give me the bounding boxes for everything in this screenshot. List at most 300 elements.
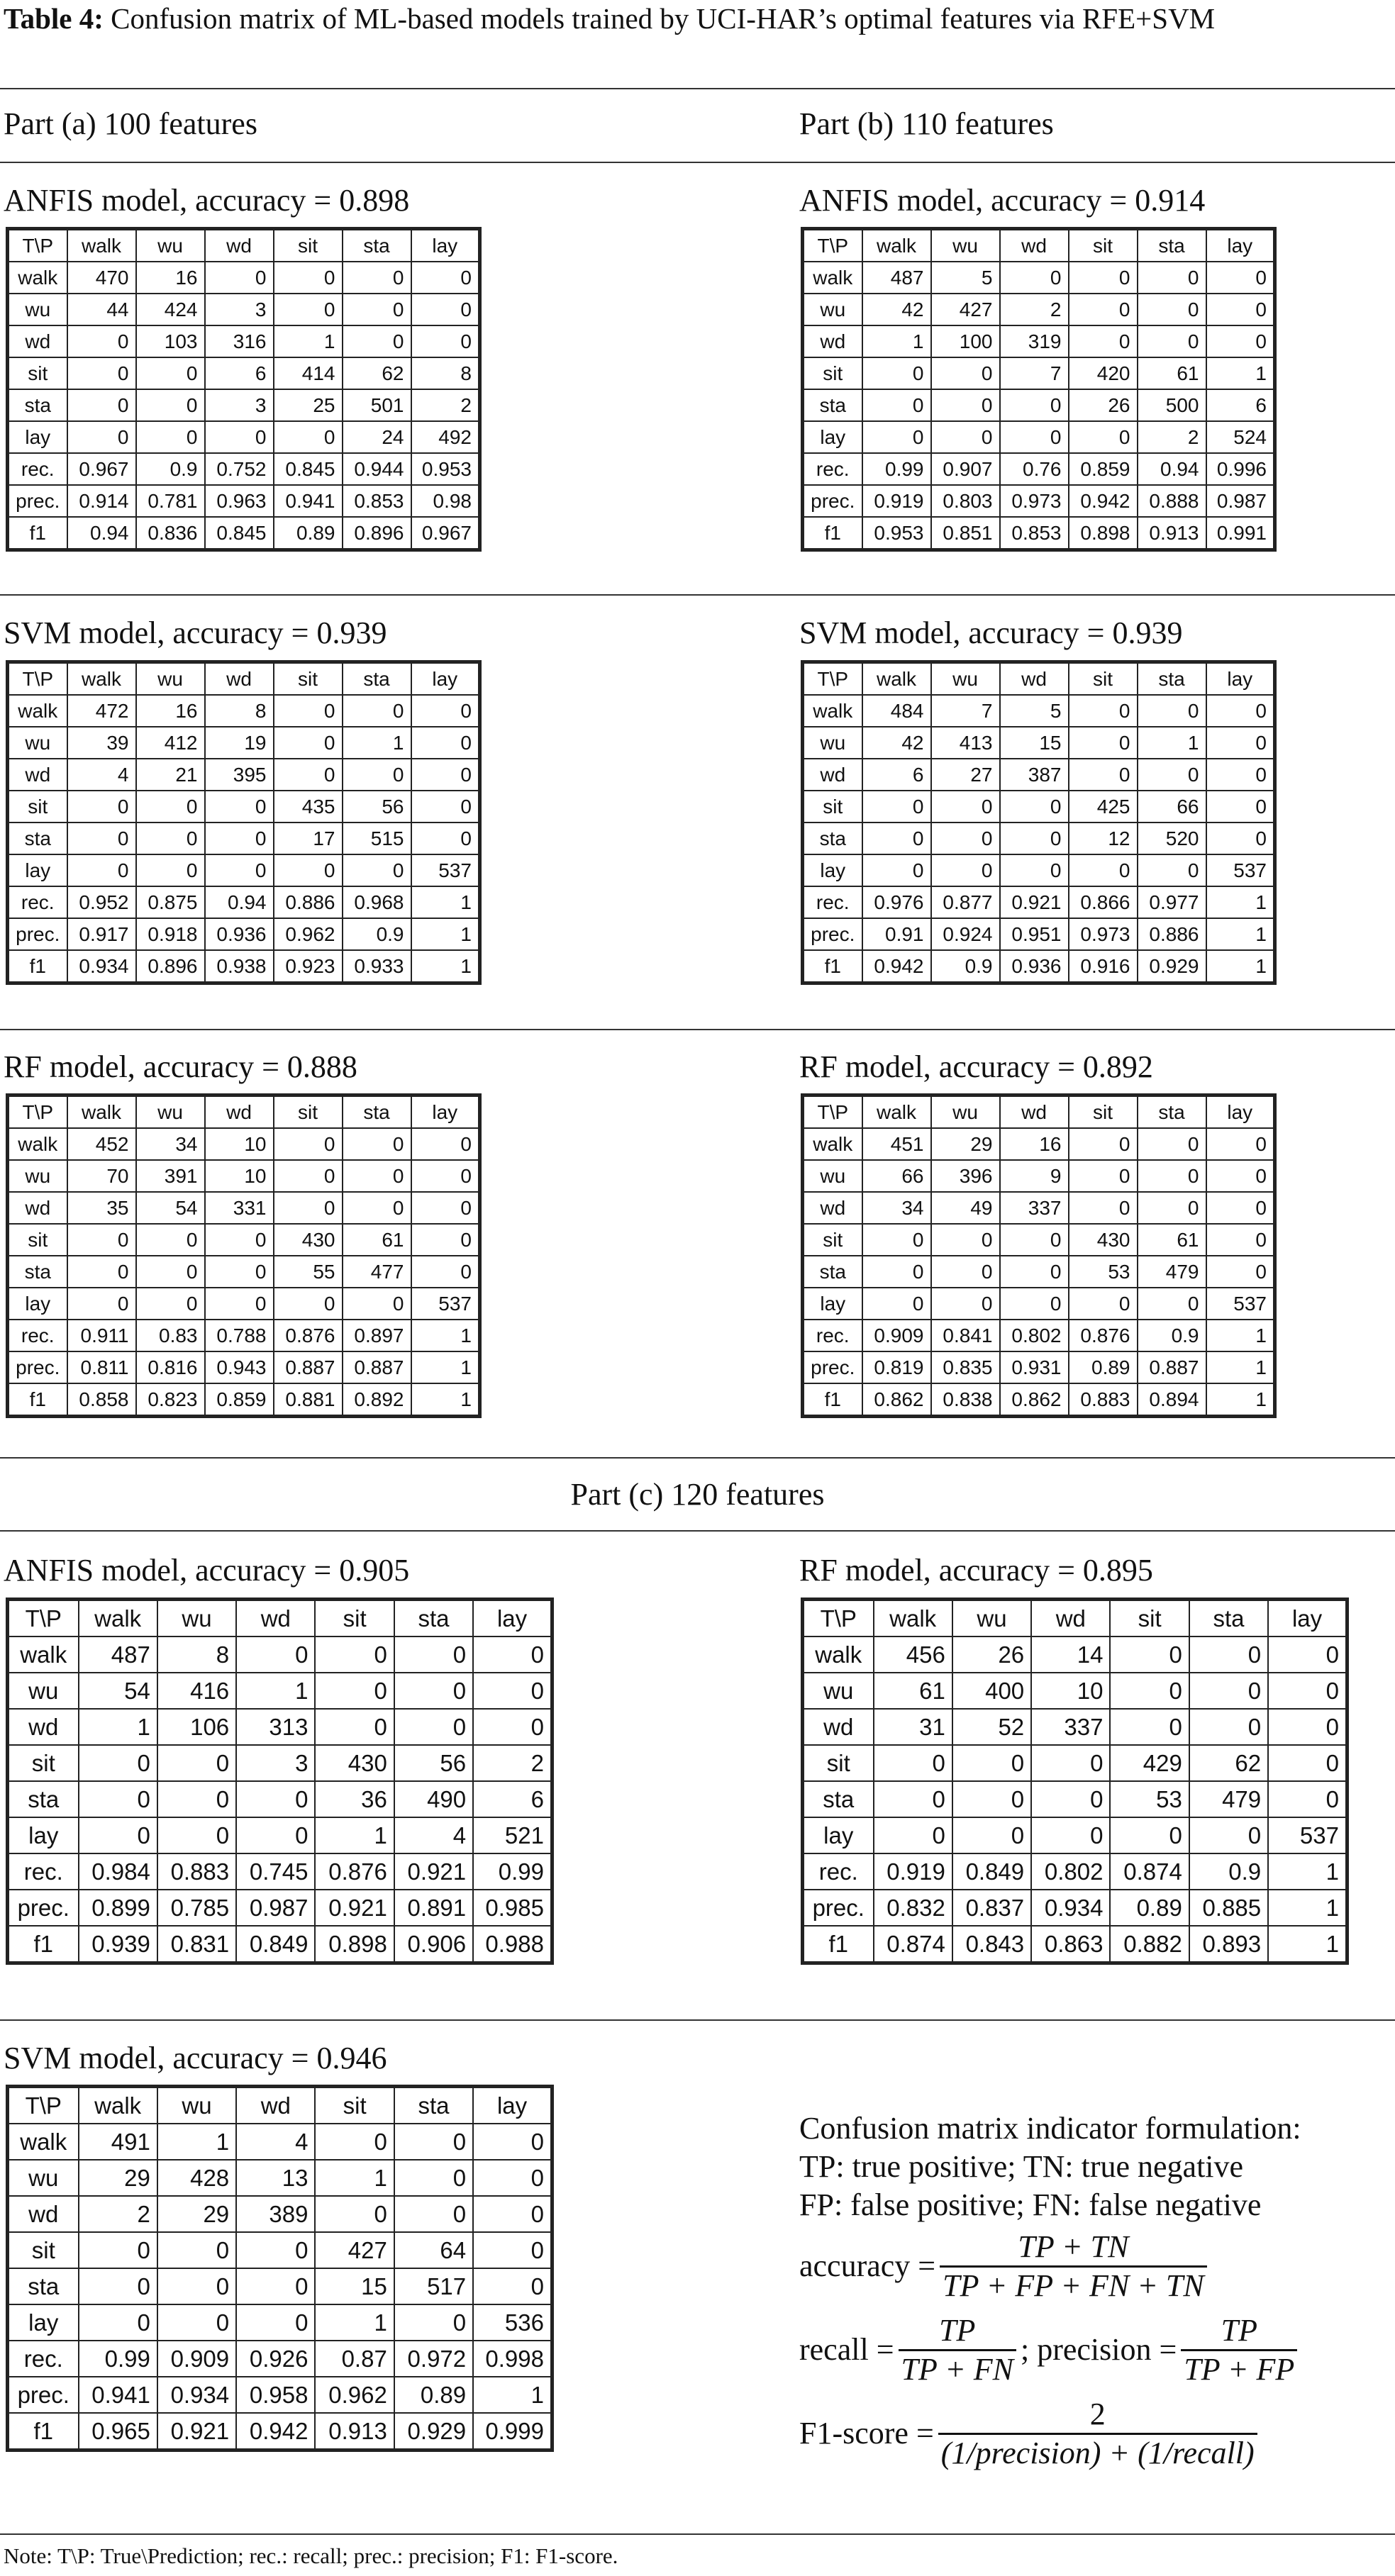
matrix-cell: 4 bbox=[236, 2124, 315, 2160]
matrix-cell: 484 bbox=[862, 695, 931, 727]
matrix-cell: 0 bbox=[473, 1709, 552, 1745]
column-header-cell: wd bbox=[1000, 1095, 1069, 1129]
matrix-cell: 0 bbox=[411, 1192, 480, 1224]
matrix-row bbox=[8, 1160, 480, 1192]
accuracy-equation bbox=[799, 2224, 1388, 2308]
matrix-cell: 0.836 bbox=[136, 517, 205, 550]
matrix-cell: 1 bbox=[315, 2304, 394, 2341]
matrix-cell: 0.984 bbox=[79, 1853, 157, 1890]
matrix-cell: 0 bbox=[931, 854, 1000, 886]
column-header-cell: wu bbox=[157, 2087, 236, 2124]
matrix-row bbox=[803, 950, 1275, 983]
matrix-row bbox=[8, 759, 480, 791]
column-header-cell: sit bbox=[1069, 662, 1138, 696]
matrix-cell: 61 bbox=[1138, 1224, 1206, 1256]
matrix-cell: 0 bbox=[343, 1288, 411, 1320]
matrix-cell: 0.845 bbox=[274, 453, 343, 485]
precision-denominator: TP + FP bbox=[1181, 2349, 1297, 2388]
matrix-row bbox=[803, 823, 1275, 854]
column-header-cell: wd bbox=[1000, 229, 1069, 262]
matrix-row bbox=[8, 1817, 552, 1853]
matrix-cell: 0.831 bbox=[157, 1926, 236, 1963]
matrix-cell: 427 bbox=[315, 2232, 394, 2268]
matrix-cell: 6 bbox=[473, 1781, 552, 1817]
matrix-cell: 1 bbox=[236, 1673, 315, 1709]
column-header-cell: sta bbox=[343, 1095, 411, 1129]
matrix-cell: 0 bbox=[473, 2196, 552, 2232]
column-header-cell: lay bbox=[1206, 229, 1275, 262]
matrix-cell: 0.972 bbox=[394, 2341, 473, 2377]
column-header-cell: sit bbox=[274, 1095, 343, 1129]
matrix-cell: 0.838 bbox=[931, 1383, 1000, 1417]
row-label-cell: sit bbox=[8, 791, 67, 823]
matrix-cell: 0.899 bbox=[79, 1890, 157, 1926]
matrix-cell: 0 bbox=[1268, 1709, 1347, 1745]
a-rf-matrix bbox=[6, 1093, 482, 1418]
matrix-cell: 0.894 bbox=[1138, 1383, 1206, 1417]
matrix-cell: 0.936 bbox=[1000, 950, 1069, 983]
matrix-cell: 0 bbox=[67, 1288, 136, 1320]
b-rf-title: RF model, accuracy = 0.892 bbox=[799, 1049, 1153, 1084]
matrix-cell: 10 bbox=[1031, 1673, 1110, 1709]
matrix-cell: 0.843 bbox=[952, 1926, 1031, 1963]
matrix-cell: 0.781 bbox=[136, 485, 205, 517]
matrix-cell: 0.906 bbox=[394, 1926, 473, 1963]
corner-header-cell: T\P bbox=[803, 662, 862, 696]
precision-numerator: TP bbox=[1221, 2312, 1257, 2348]
matrix-cell: 0.918 bbox=[136, 918, 205, 950]
matrix-cell: 0.858 bbox=[67, 1383, 136, 1417]
matrix-cell: 0 bbox=[136, 854, 205, 886]
matrix-row bbox=[803, 1351, 1275, 1383]
table-note: Note: T\P: True\Prediction; rec.: recall; prec.: precision; F1: F1-score. bbox=[4, 2543, 618, 2568]
matrix-cell: 0 bbox=[1000, 389, 1069, 421]
matrix-row bbox=[803, 918, 1275, 950]
matrix-row bbox=[8, 886, 480, 918]
matrix-cell: 0.837 bbox=[952, 1890, 1031, 1926]
matrix-cell: 0 bbox=[411, 1128, 480, 1160]
column-header-cell: sta bbox=[343, 229, 411, 262]
matrix-cell: 0 bbox=[394, 1709, 473, 1745]
matrix-cell: 0 bbox=[67, 325, 136, 357]
matrix-row bbox=[803, 1224, 1275, 1256]
matrix-row bbox=[803, 389, 1275, 421]
matrix-cell: 1 bbox=[1268, 1890, 1347, 1926]
matrix-cell: 537 bbox=[411, 1288, 480, 1320]
matrix-cell: 54 bbox=[79, 1673, 157, 1709]
matrix-cell: 0 bbox=[411, 1160, 480, 1192]
matrix-cell: 0.876 bbox=[1069, 1320, 1138, 1351]
matrix-cell: 1 bbox=[79, 1709, 157, 1745]
matrix-cell: 0.803 bbox=[931, 485, 1000, 517]
matrix-cell: 0.919 bbox=[874, 1853, 952, 1890]
matrix-cell: 0 bbox=[157, 1817, 236, 1853]
row-label-cell: wd bbox=[8, 759, 67, 791]
matrix-cell: 0 bbox=[67, 1256, 136, 1288]
b-rf-matrix bbox=[801, 1093, 1277, 1418]
matrix-row bbox=[803, 262, 1275, 294]
matrix-cell: 0.939 bbox=[79, 1926, 157, 1963]
row-label-cell: wu bbox=[803, 727, 862, 759]
matrix-cell: 0 bbox=[1206, 695, 1275, 727]
matrix-cell: 0 bbox=[315, 1637, 394, 1673]
matrix-cell: 29 bbox=[931, 1128, 1000, 1160]
matrix-row bbox=[8, 823, 480, 854]
matrix-row bbox=[803, 1853, 1347, 1890]
matrix-cell: 15 bbox=[1000, 727, 1069, 759]
matrix-cell: 0 bbox=[274, 1192, 343, 1224]
c-rf-matrix bbox=[801, 1598, 1349, 1965]
row-label-cell: prec. bbox=[8, 2377, 79, 2413]
matrix-cell: 0.883 bbox=[1069, 1383, 1138, 1417]
matrix-cell: 0 bbox=[79, 2268, 157, 2304]
matrix-cell: 4 bbox=[67, 759, 136, 791]
rule-part-ab bbox=[0, 162, 1395, 163]
matrix-cell: 0 bbox=[205, 262, 274, 294]
matrix-cell: 27 bbox=[931, 759, 1000, 791]
matrix-row bbox=[803, 485, 1275, 517]
matrix-cell: 0 bbox=[343, 695, 411, 727]
f1-fraction bbox=[938, 2396, 1257, 2472]
matrix-cell: 0.942 bbox=[236, 2413, 315, 2450]
matrix-cell: 0.898 bbox=[1069, 517, 1138, 550]
column-header-cell: sta bbox=[1138, 229, 1206, 262]
matrix-cell: 0 bbox=[411, 823, 480, 854]
matrix-cell: 19 bbox=[205, 727, 274, 759]
matrix-cell: 1 bbox=[411, 886, 480, 918]
matrix-cell: 0 bbox=[67, 823, 136, 854]
column-header-cell: lay bbox=[473, 1600, 552, 1637]
column-header-cell: lay bbox=[1268, 1600, 1347, 1637]
matrix-cell: 0 bbox=[1138, 262, 1206, 294]
formulation-tp-tn: TP: true positive; TN: true negative bbox=[799, 2149, 1244, 2184]
column-header-cell: sta bbox=[394, 1600, 473, 1637]
formulation-fp-fn: FP: false positive; FN: false negative bbox=[799, 2187, 1262, 2222]
matrix-cell: 0.996 bbox=[1206, 453, 1275, 485]
matrix-cell: 66 bbox=[862, 1160, 931, 1192]
matrix-cell: 0 bbox=[79, 1745, 157, 1781]
matrix-cell: 0.851 bbox=[931, 517, 1000, 550]
matrix-cell: 537 bbox=[1206, 1288, 1275, 1320]
matrix-cell: 0.962 bbox=[315, 2377, 394, 2413]
column-header-cell: sta bbox=[394, 2087, 473, 2124]
matrix-cell: 0.963 bbox=[205, 485, 274, 517]
matrix-cell: 16 bbox=[136, 262, 205, 294]
matrix-cell: 0 bbox=[1268, 1745, 1347, 1781]
matrix-cell: 490 bbox=[394, 1781, 473, 1817]
rule-row3 bbox=[0, 1457, 1395, 1459]
matrix-cell: 414 bbox=[274, 357, 343, 389]
matrix-cell: 0.887 bbox=[1138, 1351, 1206, 1383]
matrix-cell: 0.967 bbox=[67, 453, 136, 485]
matrix-cell: 66 bbox=[1138, 791, 1206, 823]
matrix-cell: 1 bbox=[1268, 1926, 1347, 1963]
matrix-cell: 0.853 bbox=[1000, 517, 1069, 550]
matrix-cell: 0.819 bbox=[862, 1351, 931, 1383]
matrix-cell: 0.885 bbox=[1189, 1890, 1268, 1926]
matrix-cell: 0.849 bbox=[952, 1853, 1031, 1890]
matrix-cell: 424 bbox=[136, 294, 205, 325]
column-header-cell: wd bbox=[236, 2087, 315, 2124]
matrix-row bbox=[803, 695, 1275, 727]
matrix-cell: 0.929 bbox=[394, 2413, 473, 2450]
matrix-cell: 0 bbox=[205, 791, 274, 823]
matrix-cell: 515 bbox=[343, 823, 411, 854]
row-label-cell: sta bbox=[8, 1781, 79, 1817]
matrix-cell: 0.849 bbox=[236, 1926, 315, 1963]
matrix-cell: 0 bbox=[931, 389, 1000, 421]
column-header-cell: sta bbox=[1189, 1600, 1268, 1637]
matrix-cell: 0.788 bbox=[205, 1320, 274, 1351]
matrix-cell: 416 bbox=[157, 1673, 236, 1709]
matrix-cell: 6 bbox=[205, 357, 274, 389]
matrix-cell: 331 bbox=[205, 1192, 274, 1224]
matrix-row bbox=[803, 1320, 1275, 1351]
matrix-row bbox=[803, 1890, 1347, 1926]
matrix-cell: 0 bbox=[931, 1256, 1000, 1288]
matrix-cell: 0 bbox=[862, 823, 931, 854]
matrix-cell: 0 bbox=[79, 1817, 157, 1853]
matrix-cell: 0.896 bbox=[343, 517, 411, 550]
matrix-row bbox=[803, 759, 1275, 791]
matrix-cell: 1 bbox=[1138, 727, 1206, 759]
matrix-cell: 0.877 bbox=[931, 886, 1000, 918]
c-anfis-matrix bbox=[6, 1598, 554, 1965]
matrix-cell: 0.911 bbox=[67, 1320, 136, 1351]
matrix-cell: 0.9 bbox=[1138, 1320, 1206, 1351]
row-label-cell: sit bbox=[803, 1745, 874, 1781]
matrix-cell: 0.934 bbox=[157, 2377, 236, 2413]
matrix-cell: 0.874 bbox=[874, 1926, 952, 1963]
matrix-cell: 25 bbox=[274, 389, 343, 421]
corner-header-cell: T\P bbox=[803, 1600, 874, 1637]
rule-bottom bbox=[0, 2533, 1395, 2535]
matrix-cell: 0.973 bbox=[1069, 918, 1138, 950]
matrix-cell: 6 bbox=[1206, 389, 1275, 421]
matrix-cell: 0.874 bbox=[1110, 1853, 1189, 1890]
row-label-cell: walk bbox=[803, 262, 862, 294]
matrix-cell: 0 bbox=[1206, 1256, 1275, 1288]
matrix-cell: 0.921 bbox=[1000, 886, 1069, 918]
matrix-cell: 0 bbox=[79, 2304, 157, 2341]
row-label-cell: f1 bbox=[8, 950, 67, 983]
matrix-cell: 0 bbox=[1138, 1288, 1206, 1320]
matrix-cell: 0 bbox=[1138, 759, 1206, 791]
matrix-cell: 44 bbox=[67, 294, 136, 325]
matrix-cell: 0 bbox=[1206, 1192, 1275, 1224]
matrix-cell: 0 bbox=[274, 1160, 343, 1192]
matrix-cell: 0 bbox=[862, 854, 931, 886]
matrix-cell: 0.913 bbox=[315, 2413, 394, 2450]
matrix-cell: 1 bbox=[862, 325, 931, 357]
matrix-cell: 54 bbox=[136, 1192, 205, 1224]
matrix-row bbox=[8, 695, 480, 727]
matrix-cell: 0 bbox=[411, 294, 480, 325]
rule-row2 bbox=[0, 1029, 1395, 1030]
corner-header-cell: T\P bbox=[8, 1600, 79, 1637]
matrix-cell: 8 bbox=[157, 1637, 236, 1673]
matrix-cell: 0.863 bbox=[1031, 1926, 1110, 1963]
matrix-cell: 0 bbox=[1206, 325, 1275, 357]
matrix-cell: 0 bbox=[1069, 262, 1138, 294]
row-label-cell: prec. bbox=[8, 918, 67, 950]
row-label-cell: lay bbox=[8, 1288, 67, 1320]
matrix-cell: 0 bbox=[1110, 1673, 1189, 1709]
matrix-row bbox=[8, 1256, 480, 1288]
matrix-cell: 0 bbox=[274, 695, 343, 727]
matrix-cell: 0.909 bbox=[157, 2341, 236, 2377]
column-header-cell: wu bbox=[157, 1600, 236, 1637]
matrix-row bbox=[8, 485, 480, 517]
row-label-cell: wu bbox=[8, 1673, 79, 1709]
matrix-cell: 0 bbox=[157, 1781, 236, 1817]
matrix-cell: 0 bbox=[1069, 325, 1138, 357]
matrix-cell: 413 bbox=[931, 727, 1000, 759]
row-label-cell: wu bbox=[8, 727, 67, 759]
matrix-cell: 0.745 bbox=[236, 1853, 315, 1890]
matrix-cell: 0.832 bbox=[874, 1890, 952, 1926]
matrix-cell: 389 bbox=[236, 2196, 315, 2232]
matrix-cell: 0.802 bbox=[1031, 1853, 1110, 1890]
corner-header-cell: T\P bbox=[803, 1095, 862, 1129]
recall-fraction bbox=[899, 2312, 1016, 2388]
row-label-cell: rec. bbox=[8, 2341, 79, 2377]
matrix-cell: 0 bbox=[1069, 854, 1138, 886]
matrix-cell: 0.802 bbox=[1000, 1320, 1069, 1351]
matrix-cell: 0 bbox=[1138, 1160, 1206, 1192]
matrix-cell: 53 bbox=[1110, 1781, 1189, 1817]
matrix-cell: 1 bbox=[1206, 950, 1275, 983]
matrix-cell: 0 bbox=[1138, 1192, 1206, 1224]
row-label-cell: f1 bbox=[803, 1926, 874, 1963]
column-header-cell: wu bbox=[931, 1095, 1000, 1129]
matrix-row bbox=[8, 2377, 552, 2413]
matrix-cell: 0.987 bbox=[1206, 485, 1275, 517]
matrix-cell: 0 bbox=[67, 791, 136, 823]
matrix-cell: 0.929 bbox=[1138, 950, 1206, 983]
matrix-cell: 0.942 bbox=[862, 950, 931, 983]
matrix-cell: 3 bbox=[205, 389, 274, 421]
column-header-cell: lay bbox=[411, 1095, 480, 1129]
row-label-cell: sit bbox=[803, 791, 862, 823]
matrix-header-row bbox=[8, 2087, 552, 2124]
matrix-cell: 1 bbox=[1206, 886, 1275, 918]
matrix-cell: 0 bbox=[274, 854, 343, 886]
matrix-cell: 0.9 bbox=[1189, 1853, 1268, 1890]
matrix-cell: 61 bbox=[874, 1673, 952, 1709]
matrix-cell: 0 bbox=[1110, 1709, 1189, 1745]
matrix-cell: 29 bbox=[79, 2160, 157, 2196]
matrix-cell: 24 bbox=[343, 421, 411, 453]
matrix-cell: 0 bbox=[236, 1637, 315, 1673]
row-label-cell: prec. bbox=[803, 1351, 862, 1383]
caption-label: Table 4: bbox=[4, 2, 104, 35]
matrix-row bbox=[803, 325, 1275, 357]
matrix-cell: 0 bbox=[1138, 325, 1206, 357]
matrix-cell: 8 bbox=[411, 357, 480, 389]
matrix-cell: 0 bbox=[343, 262, 411, 294]
matrix-cell: 0 bbox=[1031, 1745, 1110, 1781]
matrix-row bbox=[8, 2268, 552, 2304]
matrix-cell: 0.934 bbox=[67, 950, 136, 983]
matrix-cell: 26 bbox=[1069, 389, 1138, 421]
matrix-cell: 1 bbox=[1206, 1320, 1275, 1351]
matrix-cell: 0 bbox=[1206, 727, 1275, 759]
row-label-cell: f1 bbox=[8, 2413, 79, 2450]
row-label-cell: rec. bbox=[8, 1320, 67, 1351]
column-header-cell: walk bbox=[67, 1095, 136, 1129]
matrix-cell: 0 bbox=[1138, 695, 1206, 727]
matrix-cell: 0 bbox=[1000, 1256, 1069, 1288]
column-header-cell: walk bbox=[862, 229, 931, 262]
matrix-cell: 39 bbox=[67, 727, 136, 759]
row-label-cell: sta bbox=[8, 389, 67, 421]
matrix-cell: 0.94 bbox=[1138, 453, 1206, 485]
matrix-cell: 0.921 bbox=[394, 1853, 473, 1890]
row-label-cell: lay bbox=[803, 421, 862, 453]
matrix-cell: 1 bbox=[473, 2377, 552, 2413]
matrix-cell: 0 bbox=[315, 2196, 394, 2232]
matrix-cell: 0 bbox=[874, 1781, 952, 1817]
row-label-cell: f1 bbox=[8, 1383, 67, 1417]
row-label-cell: walk bbox=[8, 695, 67, 727]
matrix-cell: 0.943 bbox=[205, 1351, 274, 1383]
column-header-cell: wd bbox=[205, 1095, 274, 1129]
column-header-cell: wu bbox=[931, 229, 1000, 262]
column-header-cell: lay bbox=[1206, 662, 1275, 696]
matrix-cell: 106 bbox=[157, 1709, 236, 1745]
matrix-cell: 0.882 bbox=[1110, 1926, 1189, 1963]
matrix-cell: 0.965 bbox=[79, 2413, 157, 2450]
row-label-cell: rec. bbox=[8, 1853, 79, 1890]
matrix-cell: 0.875 bbox=[136, 886, 205, 918]
matrix-cell: 472 bbox=[67, 695, 136, 727]
column-header-cell: wu bbox=[931, 662, 1000, 696]
matrix-cell: 0 bbox=[1138, 1128, 1206, 1160]
matrix-cell: 477 bbox=[343, 1256, 411, 1288]
corner-header-cell: T\P bbox=[8, 229, 67, 262]
matrix-cell: 0.987 bbox=[236, 1890, 315, 1926]
matrix-cell: 0 bbox=[136, 389, 205, 421]
matrix-cell: 0.76 bbox=[1000, 453, 1069, 485]
matrix-cell: 0 bbox=[862, 791, 931, 823]
matrix-cell: 0 bbox=[1206, 294, 1275, 325]
caption-text: Confusion matrix of ML-based models trained by UCI-HAR’s optimal features via RFE+SVM bbox=[103, 2, 1216, 35]
matrix-header-row bbox=[8, 662, 480, 696]
matrix-header-row bbox=[8, 1600, 552, 1637]
matrix-cell: 1 bbox=[411, 1320, 480, 1351]
matrix-cell: 0 bbox=[874, 1817, 952, 1853]
column-header-cell: walk bbox=[874, 1600, 952, 1637]
matrix-cell: 0.916 bbox=[1069, 950, 1138, 983]
matrix-row bbox=[8, 2341, 552, 2377]
matrix-cell: 0 bbox=[136, 791, 205, 823]
matrix-cell: 0.953 bbox=[411, 453, 480, 485]
matrix-cell: 487 bbox=[79, 1637, 157, 1673]
matrix-cell: 0 bbox=[411, 1224, 480, 1256]
row-label-cell: rec. bbox=[803, 1320, 862, 1351]
row-label-cell: sta bbox=[803, 823, 862, 854]
matrix-cell: 0 bbox=[79, 2232, 157, 2268]
matrix-cell: 0 bbox=[411, 325, 480, 357]
row-label-cell: prec. bbox=[8, 485, 67, 517]
matrix-row bbox=[8, 854, 480, 886]
row-label-cell: wd bbox=[803, 1192, 862, 1224]
matrix-cell: 1 bbox=[274, 325, 343, 357]
matrix-row bbox=[8, 1192, 480, 1224]
matrix-cell: 0.985 bbox=[473, 1890, 552, 1926]
matrix-cell: 0 bbox=[1189, 1817, 1268, 1853]
